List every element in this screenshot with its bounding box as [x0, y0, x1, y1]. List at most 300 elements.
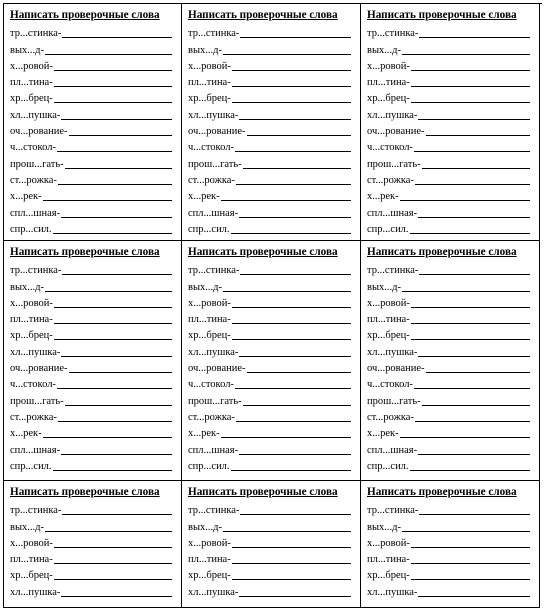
word-row [188, 122, 360, 138]
word-row [367, 566, 539, 582]
word-row [188, 501, 360, 517]
word-row [367, 375, 539, 391]
word-row [10, 187, 181, 203]
word-prompt: спл...шная- [10, 444, 61, 456]
word-prompt: хл...пушка- [188, 346, 239, 358]
word-prompt: ст...рожка- [367, 411, 414, 423]
answer-line[interactable] [419, 274, 530, 275]
word-row [10, 73, 181, 89]
answer-line[interactable] [54, 323, 172, 324]
word-row [367, 122, 539, 138]
answer-line[interactable] [54, 339, 172, 340]
card-title: Написать проверочные слова [10, 246, 160, 258]
word-row [367, 277, 539, 293]
word-prompt: спл...шная- [10, 207, 61, 219]
word-prompt: ч...стокол- [188, 142, 234, 154]
answer-line[interactable] [426, 135, 530, 136]
word-prompt: х...ровой- [10, 60, 53, 72]
word-row [367, 457, 539, 473]
answer-line[interactable] [410, 233, 530, 234]
word-prompt: тр...стинка- [10, 265, 62, 277]
answer-line[interactable] [239, 119, 351, 120]
word-prompt: пл...тина- [188, 554, 231, 566]
card-title: Написать проверочные слова [188, 246, 338, 258]
word-prompt: хл...пушка- [188, 586, 239, 598]
word-prompt: х...ровой- [188, 297, 231, 309]
word-row [188, 261, 360, 277]
word-prompt: ч...стокол- [188, 379, 234, 391]
answer-line[interactable] [62, 274, 172, 275]
word-row [10, 501, 181, 517]
answer-line[interactable] [54, 547, 172, 548]
answer-line[interactable] [411, 579, 530, 580]
word-row [10, 138, 181, 154]
answer-line[interactable] [240, 274, 351, 275]
word-prompt: тр...стинка- [10, 505, 62, 517]
word-prompt: вых...д- [188, 44, 222, 56]
exercise-card [182, 241, 361, 481]
answer-line[interactable] [61, 596, 172, 597]
exercise-card [361, 481, 540, 608]
answer-line[interactable] [43, 437, 172, 438]
word-prompt: спр...сил. [188, 223, 230, 235]
word-row [367, 359, 539, 375]
word-row [10, 277, 181, 293]
word-prompt: тр...стинка- [10, 28, 62, 40]
word-prompt: ч...стокол- [10, 379, 56, 391]
word-row [188, 375, 360, 391]
answer-line[interactable] [232, 86, 351, 87]
answer-line[interactable] [239, 596, 351, 597]
word-prompt: хр...брец- [367, 570, 410, 582]
answer-line[interactable] [415, 421, 530, 422]
card-title: Написать проверочные слова [367, 9, 517, 21]
answer-line[interactable] [235, 151, 351, 152]
answer-line[interactable] [232, 547, 351, 548]
word-prompt: хл...пушка- [10, 586, 61, 598]
word-prompt: хр...брец- [367, 93, 410, 105]
word-prompt: вых...д- [10, 281, 44, 293]
worksheet-grid [3, 3, 542, 608]
word-row [10, 154, 181, 170]
word-prompt: пл...тина- [10, 314, 53, 326]
answer-line[interactable] [402, 54, 530, 55]
word-prompt: оч...рование- [188, 126, 246, 138]
answer-line[interactable] [418, 596, 530, 597]
word-prompt: прош...гать- [367, 158, 421, 170]
word-row [188, 408, 360, 424]
answer-line[interactable] [53, 470, 172, 471]
word-row [188, 89, 360, 105]
answer-line[interactable] [411, 339, 530, 340]
answer-line[interactable] [221, 437, 351, 438]
word-row [367, 534, 539, 550]
word-prompt: оч...рование- [367, 126, 425, 138]
answer-line[interactable] [414, 151, 530, 152]
word-row [367, 424, 539, 440]
answer-line[interactable] [58, 184, 172, 185]
answer-line[interactable] [54, 102, 172, 103]
answer-line[interactable] [240, 37, 351, 38]
word-prompt: ч...стокол- [367, 379, 413, 391]
answer-line[interactable] [69, 372, 172, 373]
word-row [188, 40, 360, 56]
word-row [188, 24, 360, 40]
word-row [188, 187, 360, 203]
word-prompt: вых...д- [367, 521, 401, 533]
word-prompt: хл...пушка- [367, 109, 418, 121]
word-row [188, 342, 360, 358]
word-row [367, 57, 539, 73]
answer-line[interactable] [54, 579, 172, 580]
answer-line[interactable] [415, 184, 530, 185]
exercise-card [4, 4, 182, 241]
answer-line[interactable] [45, 291, 172, 292]
word-row [10, 391, 181, 407]
word-row [188, 154, 360, 170]
word-row [10, 534, 181, 550]
word-prompt: пл...тина- [367, 77, 410, 89]
answer-line[interactable] [62, 514, 172, 515]
word-row [10, 220, 181, 236]
word-prompt: прош...гать- [188, 158, 242, 170]
answer-line[interactable] [62, 37, 172, 38]
word-prompt: пл...тина- [188, 314, 231, 326]
word-row [188, 391, 360, 407]
word-row [188, 326, 360, 342]
word-row [367, 342, 539, 358]
answer-line[interactable] [232, 70, 351, 71]
word-row [10, 294, 181, 310]
answer-line[interactable] [240, 514, 351, 515]
word-row [367, 391, 539, 407]
word-row [10, 105, 181, 121]
word-row [188, 582, 360, 598]
answer-line[interactable] [239, 356, 351, 357]
answer-line[interactable] [57, 151, 172, 152]
word-prompt: хр...брец- [188, 330, 231, 342]
word-prompt: оч...рование- [188, 363, 246, 375]
word-prompt: ст...рожка- [10, 174, 57, 186]
word-row [367, 310, 539, 326]
word-prompt: хр...брец- [10, 570, 53, 582]
word-prompt: хр...брец- [188, 570, 231, 582]
exercise-card [4, 241, 182, 481]
word-prompt: вых...д- [188, 281, 222, 293]
answer-line[interactable] [414, 388, 530, 389]
word-prompt: оч...рование- [10, 126, 68, 138]
word-prompt: х...рек- [188, 428, 220, 440]
word-prompt: х...ровой- [367, 60, 410, 72]
answer-line[interactable] [418, 217, 530, 218]
answer-line[interactable] [243, 405, 351, 406]
card-title: Написать проверочные слова [10, 9, 160, 21]
word-row [10, 408, 181, 424]
word-row [367, 440, 539, 456]
answer-line[interactable] [243, 168, 351, 169]
answer-line[interactable] [426, 372, 530, 373]
word-row [367, 24, 539, 40]
word-row [367, 501, 539, 517]
word-prompt: хр...брец- [367, 330, 410, 342]
word-prompt: ст...рожка- [367, 174, 414, 186]
word-row [10, 326, 181, 342]
word-prompt: хр...брец- [10, 93, 53, 105]
word-prompt: пл...тина- [10, 554, 53, 566]
word-prompt: ст...рожка- [188, 411, 235, 423]
word-row [367, 89, 539, 105]
answer-line[interactable] [247, 135, 351, 136]
word-row [188, 294, 360, 310]
word-prompt: спл...шная- [367, 207, 418, 219]
answer-line[interactable] [54, 307, 172, 308]
word-prompt: тр...стинка- [367, 28, 419, 40]
word-row [10, 40, 181, 56]
answer-line[interactable] [65, 405, 172, 406]
exercise-card [182, 481, 361, 608]
answer-line[interactable] [57, 388, 172, 389]
word-row [367, 171, 539, 187]
word-prompt: ст...рожка- [188, 174, 235, 186]
word-row [188, 220, 360, 236]
word-row [10, 457, 181, 473]
answer-line[interactable] [411, 70, 530, 71]
answer-line[interactable] [411, 547, 530, 548]
answer-line[interactable] [43, 200, 172, 201]
word-row [367, 154, 539, 170]
answer-line[interactable] [61, 119, 172, 120]
exercise-card [361, 4, 540, 241]
answer-line[interactable] [419, 37, 530, 38]
word-prompt: хл...пушка- [10, 346, 61, 358]
answer-line[interactable] [410, 470, 530, 471]
answer-line[interactable] [411, 102, 530, 103]
word-row [188, 359, 360, 375]
word-prompt: х...ровой- [188, 60, 231, 72]
word-prompt: прош...гать- [367, 395, 421, 407]
answer-line[interactable] [239, 217, 351, 218]
answer-line[interactable] [419, 514, 530, 515]
word-prompt: спр...сил. [188, 460, 230, 472]
word-prompt: спл...шная- [367, 444, 418, 456]
word-row [367, 294, 539, 310]
answer-line[interactable] [422, 168, 530, 169]
card-title: Написать проверочные слова [188, 486, 338, 498]
answer-line[interactable] [418, 454, 530, 455]
word-row [367, 261, 539, 277]
word-row [10, 171, 181, 187]
word-row [367, 138, 539, 154]
answer-line[interactable] [54, 563, 172, 564]
word-row [367, 40, 539, 56]
word-prompt: хр...брец- [188, 93, 231, 105]
word-prompt: прош...гать- [10, 158, 64, 170]
answer-line[interactable] [232, 563, 351, 564]
answer-line[interactable] [418, 356, 530, 357]
word-prompt: х...ровой- [367, 297, 410, 309]
answer-line[interactable] [236, 421, 351, 422]
word-row [188, 566, 360, 582]
word-row [188, 203, 360, 219]
word-prompt: пл...тина- [188, 77, 231, 89]
word-prompt: хл...пушка- [10, 109, 61, 121]
answer-line[interactable] [54, 70, 172, 71]
word-prompt: ч...стокол- [367, 142, 413, 154]
word-prompt: х...ровой- [188, 537, 231, 549]
word-row [10, 122, 181, 138]
word-prompt: пл...тина- [367, 314, 410, 326]
word-prompt: х...ровой- [10, 297, 53, 309]
word-row [10, 550, 181, 566]
word-prompt: х...ровой- [10, 537, 53, 549]
answer-line[interactable] [232, 579, 351, 580]
word-row [367, 550, 539, 566]
word-row [10, 89, 181, 105]
answer-line[interactable] [69, 135, 172, 136]
word-prompt: вых...д- [188, 521, 222, 533]
answer-line[interactable] [61, 217, 172, 218]
answer-line[interactable] [232, 339, 351, 340]
answer-line[interactable] [58, 421, 172, 422]
answer-line[interactable] [232, 307, 351, 308]
word-row [367, 220, 539, 236]
answer-line[interactable] [236, 184, 351, 185]
card-title: Написать проверочные слова [367, 246, 517, 258]
word-row [367, 105, 539, 121]
word-prompt: прош...гать- [188, 395, 242, 407]
answer-line[interactable] [411, 307, 530, 308]
word-row [10, 24, 181, 40]
answer-line[interactable] [223, 54, 351, 55]
word-prompt: оч...рование- [10, 363, 68, 375]
word-prompt: спр...сил. [367, 223, 409, 235]
word-row [188, 57, 360, 73]
answer-line[interactable] [418, 119, 530, 120]
word-prompt: прош...гать- [10, 395, 64, 407]
answer-line[interactable] [61, 356, 172, 357]
word-row [367, 408, 539, 424]
word-row [188, 310, 360, 326]
word-row [10, 582, 181, 598]
card-title: Написать проверочные слова [188, 9, 338, 21]
answer-line[interactable] [232, 323, 351, 324]
word-prompt: тр...стинка- [367, 265, 419, 277]
word-prompt: хл...пушка- [367, 346, 418, 358]
word-prompt: спл...шная- [188, 444, 239, 456]
answer-line[interactable] [411, 563, 530, 564]
word-prompt: хр...брец- [10, 330, 53, 342]
answer-line[interactable] [231, 233, 351, 234]
word-prompt: вых...д- [10, 521, 44, 533]
word-prompt: тр...стинка- [367, 505, 419, 517]
answer-line[interactable] [411, 323, 530, 324]
answer-line[interactable] [422, 405, 530, 406]
answer-line[interactable] [54, 86, 172, 87]
word-row [188, 138, 360, 154]
word-row [188, 440, 360, 456]
exercise-card [182, 4, 361, 241]
word-prompt: пл...тина- [367, 554, 410, 566]
card-title: Написать проверочные слова [10, 486, 160, 498]
answer-line[interactable] [223, 531, 351, 532]
word-row [367, 582, 539, 598]
word-prompt: хл...пушка- [367, 586, 418, 598]
word-row [10, 517, 181, 533]
word-row [10, 359, 181, 375]
word-row [10, 566, 181, 582]
answer-line[interactable] [402, 531, 530, 532]
answer-line[interactable] [239, 454, 351, 455]
word-prompt: х...рек- [188, 191, 220, 203]
word-row [10, 375, 181, 391]
answer-line[interactable] [65, 168, 172, 169]
answer-line[interactable] [61, 454, 172, 455]
word-row [10, 261, 181, 277]
answer-line[interactable] [411, 86, 530, 87]
word-prompt: вых...д- [367, 281, 401, 293]
word-row [367, 326, 539, 342]
answer-line[interactable] [400, 437, 530, 438]
answer-line[interactable] [235, 388, 351, 389]
word-row [188, 424, 360, 440]
word-row [188, 171, 360, 187]
word-prompt: пл...тина- [10, 77, 53, 89]
word-row [367, 203, 539, 219]
word-row [10, 203, 181, 219]
word-prompt: спр...сил. [367, 460, 409, 472]
word-row [188, 277, 360, 293]
answer-line[interactable] [45, 531, 172, 532]
answer-line[interactable] [400, 200, 530, 201]
word-row [10, 440, 181, 456]
word-prompt: вых...д- [367, 44, 401, 56]
answer-line[interactable] [221, 200, 351, 201]
answer-line[interactable] [231, 470, 351, 471]
answer-line[interactable] [45, 54, 172, 55]
answer-line[interactable] [232, 102, 351, 103]
word-row [10, 310, 181, 326]
word-row [188, 73, 360, 89]
word-row [188, 517, 360, 533]
word-prompt: ст...рожка- [10, 411, 57, 423]
word-prompt: спр...сил. [10, 223, 52, 235]
word-prompt: х...ровой- [367, 537, 410, 549]
word-prompt: тр...стинка- [188, 505, 240, 517]
word-row [367, 73, 539, 89]
word-row [10, 342, 181, 358]
word-prompt: тр...стинка- [188, 265, 240, 277]
word-row [10, 57, 181, 73]
word-row [188, 457, 360, 473]
answer-line[interactable] [53, 233, 172, 234]
exercise-card [361, 241, 540, 481]
word-row [188, 534, 360, 550]
answer-line[interactable] [402, 291, 530, 292]
word-prompt: тр...стинка- [188, 28, 240, 40]
word-row [188, 105, 360, 121]
word-prompt: х...рек- [367, 428, 399, 440]
card-title: Написать проверочные слова [367, 486, 517, 498]
word-prompt: оч...рование- [367, 363, 425, 375]
word-prompt: х...рек- [367, 191, 399, 203]
exercise-card [4, 481, 182, 608]
answer-line[interactable] [247, 372, 351, 373]
word-prompt: вых...д- [10, 44, 44, 56]
answer-line[interactable] [223, 291, 351, 292]
word-prompt: хл...пушка- [188, 109, 239, 121]
word-prompt: х...рек- [10, 191, 42, 203]
word-prompt: ч...стокол- [10, 142, 56, 154]
